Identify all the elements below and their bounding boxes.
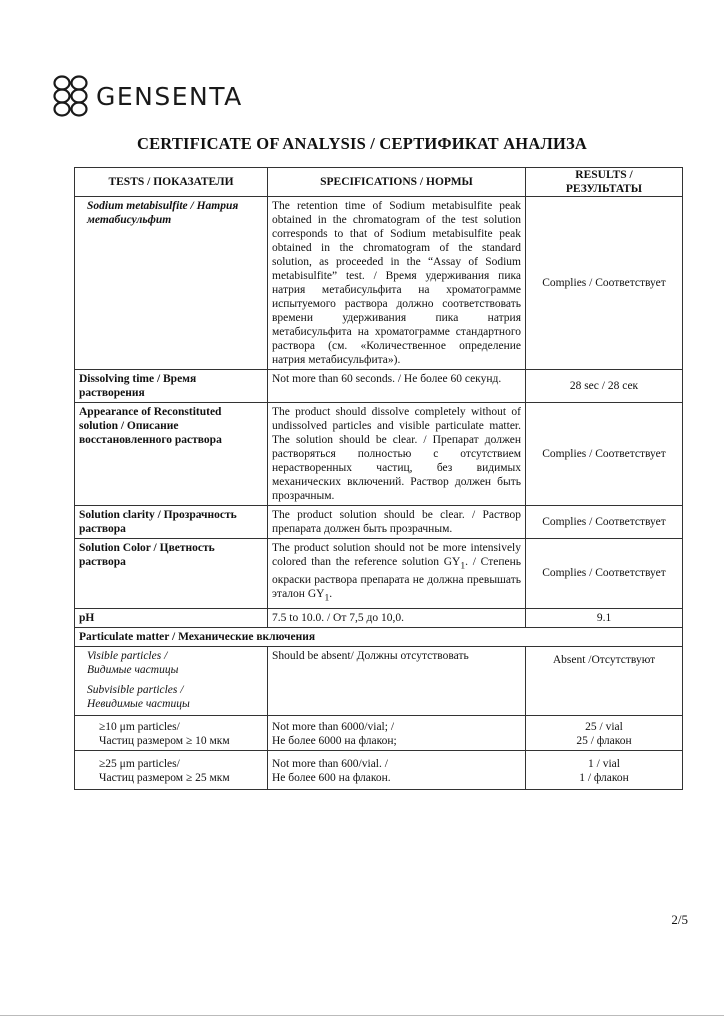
visible-particles-spec: Should be absent/ Должны отсутствовать (268, 646, 526, 715)
p25-result (526, 750, 683, 789)
p10-label-ru: Частиц размером ≥ 10 мкм (99, 734, 230, 747)
logo-text: GENSENTA (96, 81, 243, 111)
spec-sodium-metabisulfite: The retention time of Sodium metabisulfite peak obtained in the chromatogram of the test solution corresponds to that of Sodium metabisulfite peak obtained in the chromatogram of the standard solution, as proceeded in the “Assay of Sodium metabisulfite” test. / Время удерживания пика натрия метабисульфита на хроматограмме испытуемого раствора должно соответствовать времени удерживания пика натрия метабисульфита на хроматограмме стандартного раствора (см. «Количественное определение натрия метабисульфита»). (268, 197, 526, 370)
table-row (75, 627, 683, 646)
spec-color-part2: . / Степень окраски раствора препарата не должна превышать эталон GY (272, 556, 521, 601)
particulate-heading: Particulate matter / Механические включения (75, 627, 683, 646)
p10-spec-ru: Не более 6000 на флакон; (272, 734, 397, 747)
table-header-row (75, 168, 683, 197)
result-appearance: Complies / Соответствует (526, 403, 683, 506)
spec-solution-color (268, 539, 526, 609)
table-row (75, 750, 683, 789)
table-row (75, 403, 683, 506)
test-dissolving-time: Dissolving time / Время растворения (75, 370, 268, 403)
result-dissolving-time: 28 sec / 28 сек (526, 370, 683, 403)
page-number: 2/5 (671, 912, 688, 927)
test-solution-color: Solution Color / Цветность раствора (75, 539, 268, 609)
gensenta-logo-icon (52, 74, 92, 118)
p25-result-en: 1 / vial (588, 757, 620, 770)
document-title: CERTIFICATE OF ANALYSIS / СЕРТИФИКАТ АНАЛИЗА (136, 134, 588, 153)
spec-color-sub1: 1 (460, 560, 466, 572)
p25-label-ru: Частиц размером ≥ 25 мкм (99, 771, 230, 784)
result-sodium-metabisulfite: Complies / Соответствует (526, 197, 683, 370)
table-row (75, 646, 683, 715)
p10-result-ru: 25 / флакон (576, 734, 632, 747)
result-ph: 9.1 (526, 608, 683, 627)
subvisible-label-ru: Невидимые частицы (87, 697, 190, 710)
p25-label (75, 750, 268, 789)
spec-color-part1: The product solution should not be more intensively colored than the reference solution GY (272, 542, 521, 568)
p10-label-en: ≥10 μm particles/ (99, 720, 180, 733)
result-solution-clarity: Complies / Соответствует (526, 506, 683, 539)
table-row (75, 506, 683, 539)
result-solution-color: Complies / Соответствует (526, 539, 683, 609)
p25-spec (268, 750, 526, 789)
spec-dissolving-time: Not more than 60 seconds. / Не более 60 секунд. (268, 370, 526, 403)
visible-label-en: Visible particles / (87, 649, 168, 662)
header-tests: TESTS / ПОКАЗАТЕЛИ (75, 168, 268, 197)
visible-particles-result: Absent /Отсутствуют (526, 646, 683, 715)
p25-result-ru: 1 / флакон (579, 771, 629, 784)
spec-appearance: The product should dissolve completely without of undissolved particles and visible particulate matter. The solution should be clear. / Препарат должен растворяться полностью с отсутствием нерастворенных частиц, без видимых механических включений. Раствор должен быть прозрачным. (268, 403, 526, 506)
table-row (75, 715, 683, 750)
header-specifications: SPECIFICATIONS / НОРМЫ (268, 168, 526, 197)
spec-ph: 7.5 to 10.0. / От 7,5 до 10,0. (268, 608, 526, 627)
p25-spec-ru: Не более 600 на флакон. (272, 771, 391, 784)
spec-color-part3: . (329, 588, 333, 601)
table-row (75, 608, 683, 627)
p25-spec-en: Not more than 600/vial. / (272, 757, 388, 770)
p25-label-en: ≥25 μm particles/ (99, 757, 180, 770)
p10-spec-en: Not more than 6000/vial; / (272, 720, 395, 733)
spec-solution-clarity: The product solution should be clear. / Раствор препарата должен быть прозрачным. (268, 506, 526, 539)
company-logo (52, 74, 243, 118)
test-ph: pH (75, 608, 268, 627)
p10-result-en: 25 / vial (585, 720, 623, 733)
analysis-table (74, 167, 683, 790)
test-sodium-metabisulfite: Sodium metabisulfite / Натрия метабисульфит (75, 197, 268, 370)
visible-label-ru: Видимые частицы (87, 663, 179, 676)
page-bottom-divider (0, 1015, 724, 1016)
p10-label (75, 715, 268, 750)
table-row (75, 539, 683, 609)
table-row (75, 370, 683, 403)
test-solution-clarity: Solution clarity / Прозрачность раствора (75, 506, 268, 539)
visible-particles-label (75, 646, 268, 715)
subvisible-label-en: Subvisible particles / (87, 683, 184, 696)
table-row (75, 197, 683, 370)
p10-spec (268, 715, 526, 750)
header-results: RESULTS / РЕЗУЛЬТАТЫ (526, 168, 683, 197)
spec-color-sub2: 1 (324, 592, 330, 604)
test-appearance: Appearance of Reconstituted solution / Описание восстановленного раствора (75, 403, 268, 506)
p10-result (526, 715, 683, 750)
